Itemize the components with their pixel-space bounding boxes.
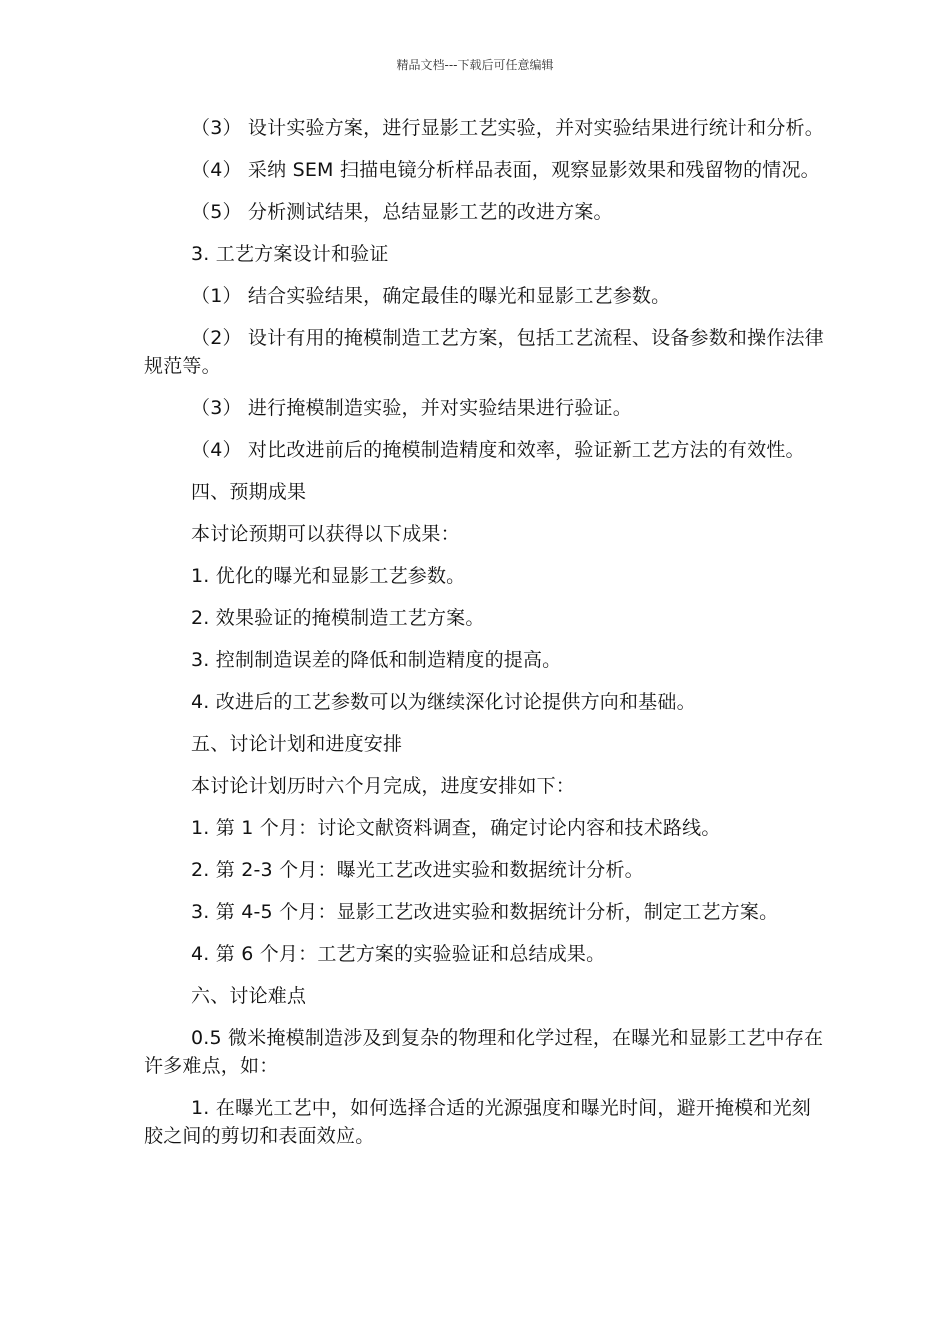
paragraph-process-plan: （2） 设计有用的掩模制造工艺方案，包括工艺流程、设备参数和操作法律规范等。	[144, 327, 824, 377]
section-heading-schedule: 五、讨论计划和进度安排	[191, 733, 403, 755]
paragraph-schedule-intro: 本讨论计划历时六个月完成，进度安排如下：	[191, 775, 576, 797]
list-item-schedule-1: 1. 第 1 个月：讨论文献资料调查，确定讨论内容和技术路线。	[191, 817, 721, 839]
list-item-schedule-2: 2. 第 2-3 个月：曝光工艺改进实验和数据统计分析。	[191, 859, 644, 881]
paragraph-compare-precision: （4） 对比改进前后的掩模制造精度和效率，验证新工艺方法的有效性。	[191, 439, 805, 461]
section-heading-expected-results: 四、预期成果	[191, 481, 307, 503]
paragraph-difficulties-intro: 0.5 微米掩模制造涉及到复杂的物理和化学过程，在曝光和显影工艺中存在许多难点，如：	[144, 1027, 824, 1077]
list-item-result-2: 2. 效果验证的掩模制造工艺方案。	[191, 607, 485, 629]
paragraph-best-parameters: （1） 结合实验结果，确定最佳的曝光和显影工艺参数。	[191, 285, 671, 307]
page-header: 精品文档---下载后可任意编辑	[396, 58, 554, 72]
list-item-result-4: 4. 改进后的工艺参数可以为继续深化讨论提供方向和基础。	[191, 691, 696, 713]
list-item-schedule-3: 3. 第 4-5 个月：显影工艺改进实验和数据统计分析，制定工艺方案。	[191, 901, 779, 923]
document-body	[144, 114, 824, 1164]
paragraph-analyze-results: （5） 分析测试结果，总结显影工艺的改进方案。	[191, 201, 613, 223]
paragraph-sem-analysis: （4） 采纳 SEM 扫描电镜分析样品表面，观察显影效果和残留物的情况。	[191, 159, 820, 181]
list-item-difficulty-1: 1. 在曝光工艺中，如何选择合适的光源强度和曝光时间，避开掩模和光刻胶之间的剪切和表面效应。	[144, 1097, 811, 1147]
list-item-result-1: 1. 优化的曝光和显影工艺参数。	[191, 565, 466, 587]
paragraph-results-intro: 本讨论预期可以获得以下成果：	[191, 523, 460, 545]
section-heading-process-design: 3. 工艺方案设计和验证	[191, 243, 389, 265]
list-item-result-3: 3. 控制制造误差的降低和制造精度的提高。	[191, 649, 562, 671]
paragraph-design-experiment: （3） 设计实验方案，进行显影工艺实验，并对实验结果进行统计和分析。	[191, 117, 824, 139]
section-heading-difficulties: 六、讨论难点	[191, 985, 307, 1007]
list-item-schedule-4: 4. 第 6 个月：工艺方案的实验验证和总结成果。	[191, 943, 606, 965]
paragraph-mask-experiment: （3） 进行掩模制造实验，并对实验结果进行验证。	[191, 397, 632, 419]
